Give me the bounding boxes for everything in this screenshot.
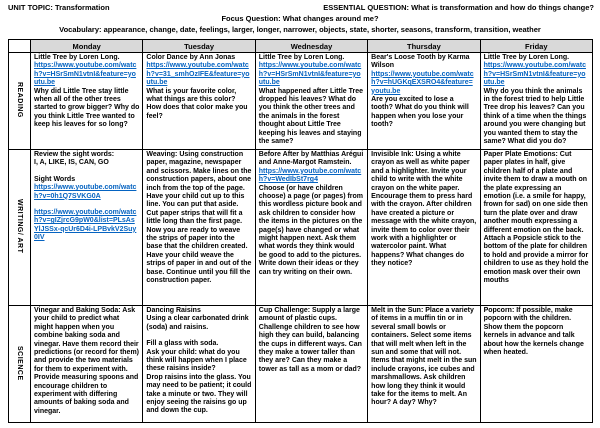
youtube-link[interactable]: https://www.youtube.com/watch?v=31_smhOzIFE&feature=youtu.be [146, 62, 250, 87]
cell-reading-monday [31, 53, 143, 150]
youtube-link[interactable]: https://www.youtube.com/watch?v=hUGKqEXSRO4&feature=youtu.be [371, 70, 474, 95]
day-header-row [9, 40, 593, 53]
plan-body [9, 53, 593, 423]
youtube-link[interactable]: https://www.youtube.com/watch?v=HSrSmN1vtnI&feature=youtu.be [258, 62, 362, 87]
weekly-plan-table [8, 39, 593, 423]
day-header-wednesday: Wednesday [255, 40, 367, 53]
blank-line [146, 332, 251, 340]
row-label-science [9, 306, 31, 423]
cell-writing-art-wednesday [255, 150, 367, 306]
cell-text: Vinegar and Baking Soda: Ask your child to predict what might happen when you combine baking soda and vinegar. Have them record their predictions (or record for them) and provide the two materials for them to experiment with. Provide measuring spoons and encourage children to experiment with differing amounts of baking soda and vinegar. [34, 307, 140, 415]
cell-text: Why did Little Tree stay little when all of the other trees started to grow bigger? Why do you think Little Tree wanted to keep his leaves for so long? [34, 87, 140, 129]
cell-text: I, A, LIKE, IS, CAN, GO [34, 159, 109, 167]
cell-writing-art-tuesday [143, 150, 255, 306]
cell-reading-wednesday [255, 53, 367, 150]
cell-science-tuesday [143, 306, 255, 423]
cell-text: Drop raisins into the glass. You may need to be patient; it could take a minute or two. They will enjoy seeing the raisins go up and down the cup. [146, 373, 252, 415]
day-header-monday: Monday [31, 40, 143, 53]
cell-text: Dancing Raisins [146, 307, 201, 314]
cell-science-wednesday [255, 306, 367, 423]
cell-writing-art-thursday [368, 150, 480, 306]
cell-text: Review the sight words: [34, 151, 115, 158]
cell-text: Popcorn: If possible, make popcorn with the children. Show them the popcorn kernels in advance and talk about how the kernels change when heated. [483, 307, 584, 357]
day-header-friday: Friday [480, 40, 592, 53]
cell-text: Sight Words [34, 175, 76, 183]
cell-text: Weaving: Using construction paper, magazine, newspaper and scissors. Make lines on the construction papers, about one inch from the top of the page. Have your child cut up to this line. You can put that aside. Cut paper strips that will fit a little long than the first page. Now you are ready to weave the strips of paper into the base that the children created. Have your child weave the strips of paper in and out of the base. Continue until you fill the construction paper. [146, 151, 252, 285]
cell-text: What happened after Little Tree dropped his leaves? What do you think the other trees and the animals in the forest thought about Little Tree keeping his leaves and staying the same? [258, 87, 364, 146]
essential-question: ESSENTIAL QUESTION: What is transformation and how do things change? [323, 3, 594, 12]
cell-text: Little Tree by Loren Long. [258, 54, 345, 61]
youtube-link[interactable]: https://www.youtube.com/watch?v=HSrSmN1vtnI&feature=youtu.be [34, 62, 137, 87]
blank-line [34, 168, 139, 176]
unit-topic: UNIT TOPIC: Transformation [8, 3, 110, 12]
cell-text: Bear's Loose Tooth by Karma Wilson [371, 54, 470, 70]
cell-text: Cup Challenge: Supply a large amount of plastic cups. Challenge children to see how high they can build, balancing the cups in different ways. Can they make a tower taller than they are? Can they make a tower as tall as a mom or dad? [258, 307, 362, 373]
cell-writing-art-friday [480, 150, 592, 306]
cell-writing-art-monday [31, 150, 143, 306]
cell-reading-friday [480, 53, 592, 150]
row-label-text: SCIENCE [16, 345, 23, 381]
cell-text: Fill a glass with soda. [146, 340, 219, 348]
cell-text: Choose (or have children choose) a page (or pages) from this wordless picture book and ask children to consider how the items in the pictures on the page(s) have changed or what might happen next. Ask them what words they think would be good to add to the pictures. Write down their ideas or they can try writing on their own. [258, 184, 364, 276]
vocabulary-list: Vocabulary: appearance, change, date, feelings, larger, longer, narrower, objects, state, shorter, seasons, transform, transition, weather [59, 25, 541, 34]
table-row-writing-art [9, 150, 593, 306]
day-header-tuesday: Tuesday [143, 40, 255, 53]
row-label-reading [9, 53, 31, 150]
row-label-text: WRITING/ ART [16, 199, 23, 254]
focus-question: Focus Question: What changes around me? [221, 14, 379, 23]
cell-science-friday [480, 306, 592, 423]
youtube-link[interactable]: https://www.youtube.com/watch?v=HSrSmN1vtnI&feature=youtu.be [483, 62, 586, 87]
cell-text: Paper Plate Emotions: Cut paper plates in half, give children half of a plate and invite them to draw a mouth on the plate expressing an emotion (i.e. a smile for happy, frown for sad) on one side then turn the plate over and draw another mouth expressing a different emotion on the back. Attach a Popsicle stick to the bottom of the plate for children to hold and provide a mirror for children to use as they hold the emotion mask over their own mouths [483, 151, 589, 285]
cell-text: Invisible Ink: Using a white crayon as well as white paper and a highlighter. Invite your child to write with the white crayon on the white paper. Encourage them to press hard with the crayon. After children have created a picture or message with the white crayon, invite them to color over their work with a highlighter or watercolor paint. What happens? What changes do they notice? [371, 151, 477, 268]
cell-reading-tuesday [143, 53, 255, 150]
row-label-text: READING [16, 82, 23, 118]
cell-text: Color Dance by Ann Jonas [146, 54, 236, 61]
cell-text: Before After by Matthias Arégui and Anne-Margot Ramstein. [258, 151, 364, 167]
blank-line [34, 201, 139, 209]
cell-reading-thursday [368, 53, 480, 150]
row-label-writing-art [9, 150, 31, 306]
day-header-thursday: Thursday [368, 40, 480, 53]
cell-text: Using a clear carbonated drink (soda) and raisins. [146, 315, 249, 331]
cell-text: Little Tree by Loren Long. [34, 54, 120, 61]
youtube-link[interactable]: https://www.youtube.com/watch?v=WedIbSt7rg4 [258, 167, 362, 184]
cell-text: Are you excited to lose a tooth? What do you think will happen when you lose your tooth? [371, 96, 469, 129]
table-row-science [9, 306, 593, 423]
youtube-link[interactable]: https://www.youtube.com/watch?v=gIZjrcG9pW0&list=PLsAsYlJSSx-qcUr6D4i-LPBvkV2Suy0IV [34, 209, 137, 242]
table-row-reading [9, 53, 593, 150]
cell-science-thursday [368, 306, 480, 423]
cell-text: What is your favorite color, what things are this color? How does that color make you feel? [146, 87, 248, 120]
youtube-link[interactable]: https://www.youtube.com/watch?v=0h1Q7SVKG0A [34, 184, 137, 200]
cell-science-monday [31, 306, 143, 423]
cell-text: Ask your child: what do you think will happen when I place these raisins inside? [146, 348, 247, 373]
document-header [0, 3, 600, 12]
cell-text: Little Tree by Loren Long. [483, 54, 570, 61]
cell-text: Why do you think the animals in the forest tried to help Little Tree drop his leaves? Can you think of a time when the things around you were changing but you wanted them to stay the same? What did you do? [483, 87, 587, 146]
cell-text: Melt in the Sun: Place a variety of items in a muffin tin or in several small bowls or containers. Select some items that will melt when left in the sun and some that will not. Items that might melt in the sun include crayons, ice cubes and marshmallows. Ask children how long they think it would take for the items to melt. An hour? A day? Why? [371, 307, 477, 407]
corner-cell [9, 40, 31, 53]
